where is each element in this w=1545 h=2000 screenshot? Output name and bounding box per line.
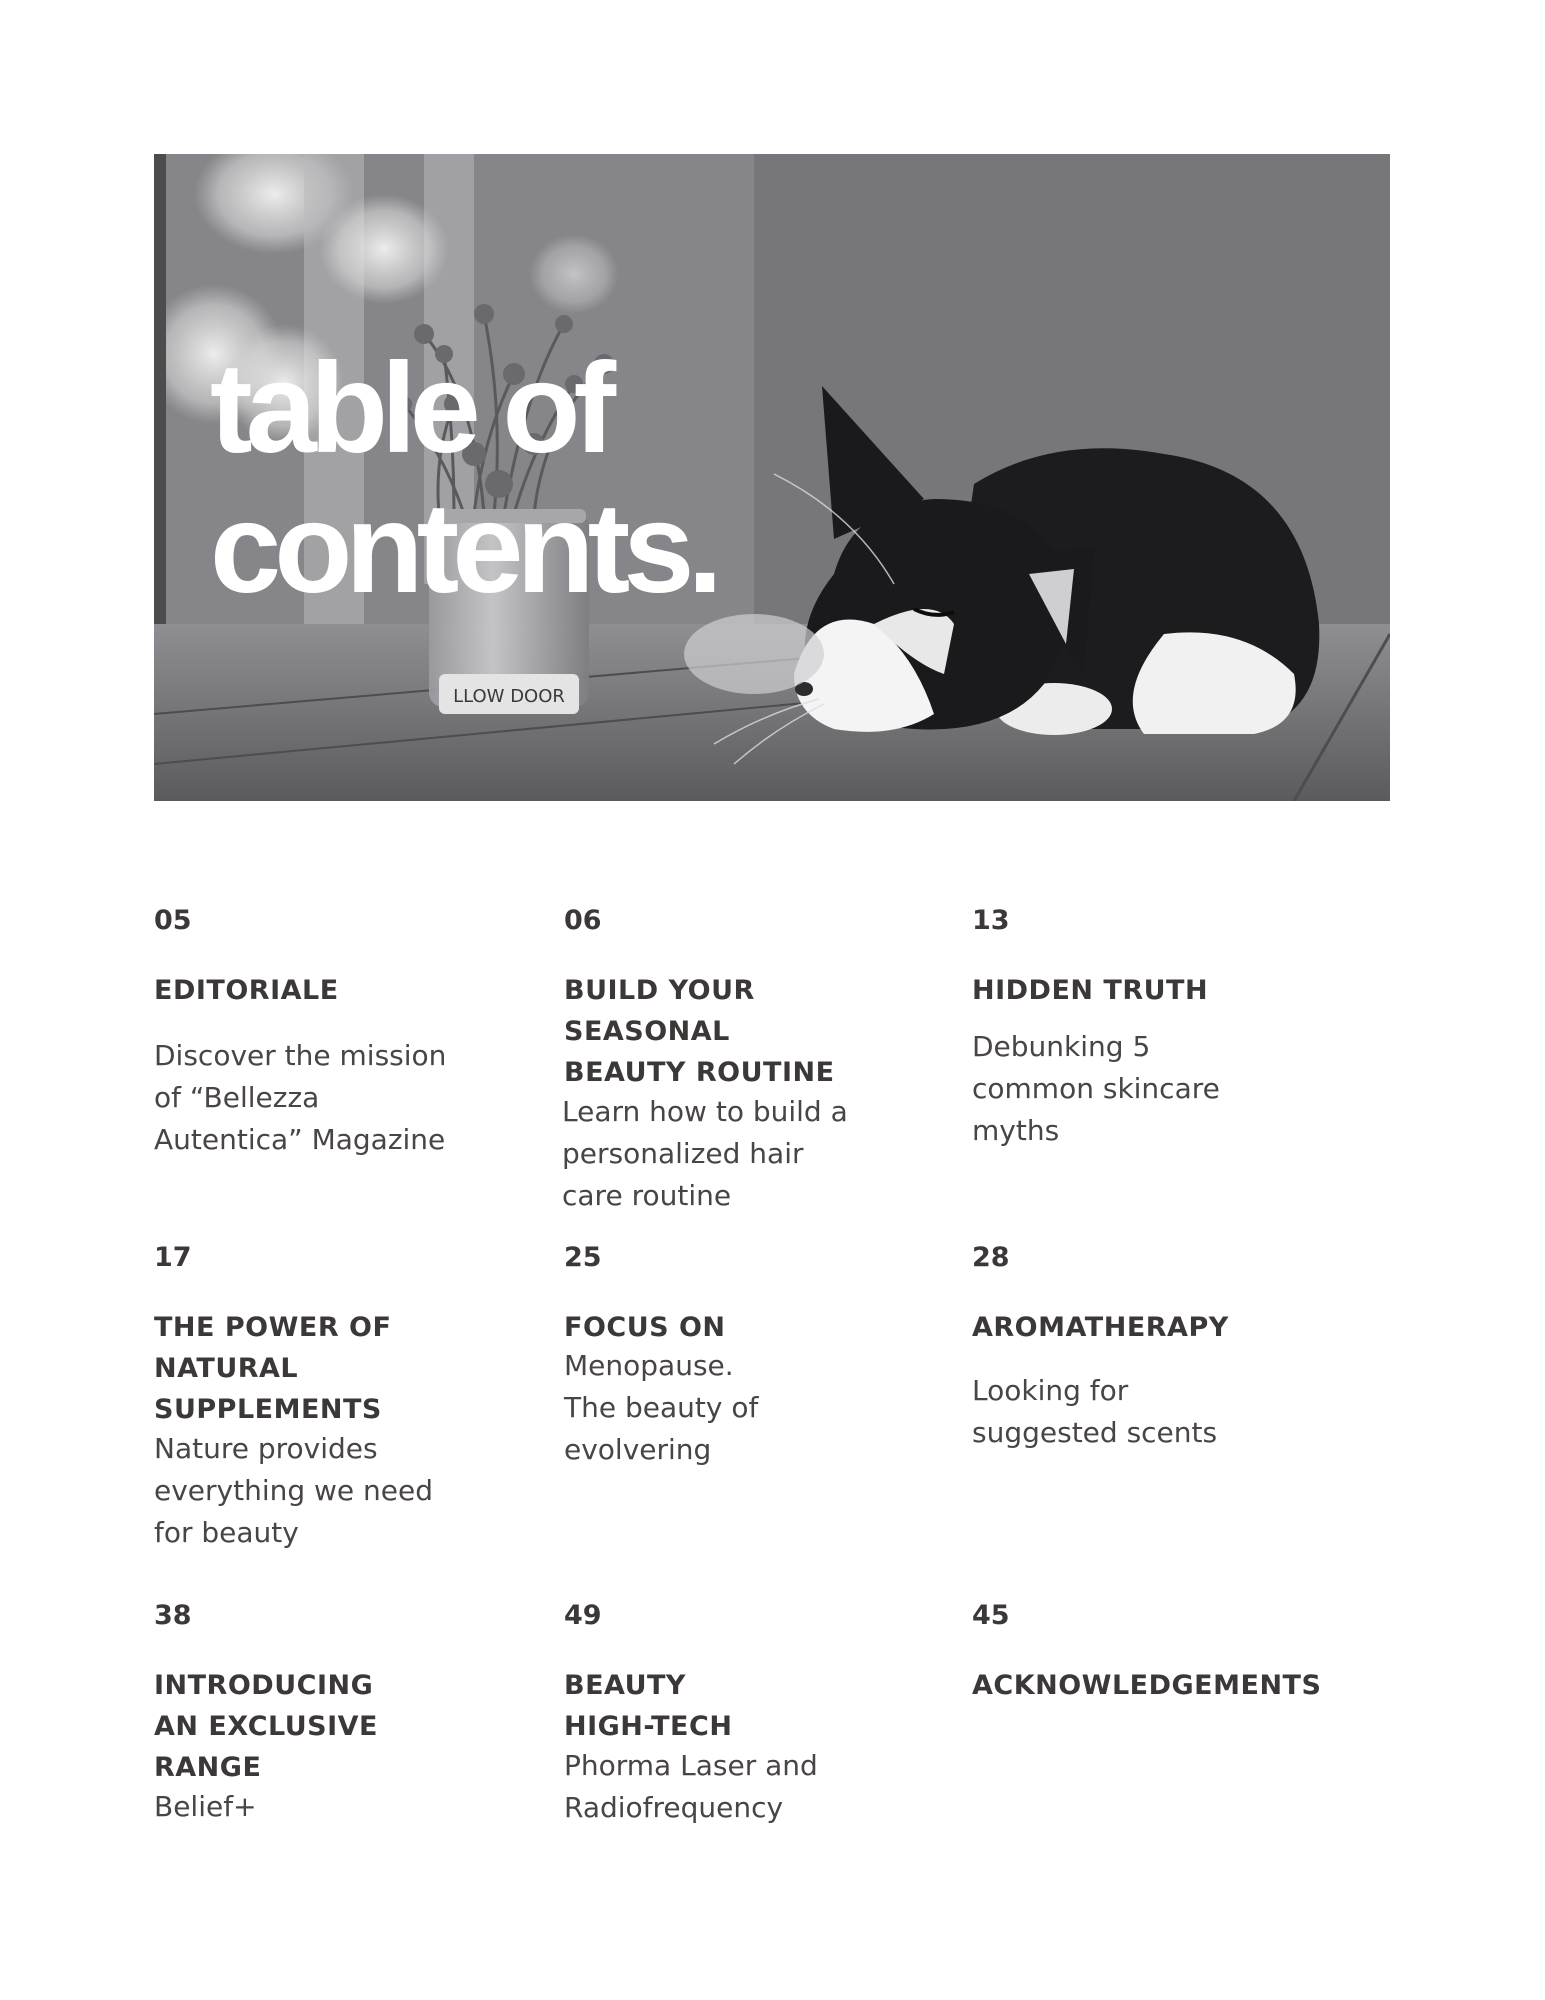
toc-item-exclusive-range[interactable] [154, 1600, 534, 1840]
section-description: Debunking 5 common skincare myths [972, 1030, 1220, 1147]
section-title: ACKNOWLEDGEMENTS [972, 1670, 1322, 1701]
page-number: 06 [564, 905, 602, 936]
page-number: 38 [154, 1600, 192, 1631]
page-number: 28 [972, 1242, 1010, 1273]
section-title: AROMATHERAPY [972, 1312, 1229, 1343]
section-title: FOCUS ON [564, 1312, 726, 1343]
page-number: 17 [154, 1242, 192, 1273]
page-title-line-1: table of [210, 337, 610, 480]
page-number: 05 [154, 905, 192, 936]
jar-label: LLOW DOOR [453, 686, 565, 707]
section-description: Menopause. The beauty of evolvering [564, 1349, 759, 1466]
toc-item-focus-on[interactable] [564, 1242, 944, 1542]
page-title-line-2: contents. [210, 477, 716, 620]
page-number: 45 [972, 1600, 1010, 1631]
section-title: HIDDEN TRUTH [972, 975, 1209, 1006]
section-description: Discover the mission of “Bellezza Autentica” Magazine [154, 1039, 447, 1156]
section-description: Phorma Laser and Radiofrequency [564, 1749, 818, 1824]
toc-item-beauty-high-tech[interactable] [564, 1600, 944, 1840]
page-number: 13 [972, 905, 1010, 936]
hero-image [154, 154, 1390, 801]
section-description: Belief+ [154, 1790, 257, 1823]
toc-item-natural-supplements[interactable] [154, 1242, 534, 1562]
toc-item-editoriale[interactable] [154, 905, 534, 1205]
section-title: INTRODUCING AN EXCLUSIVE RANGE [154, 1670, 379, 1783]
toc-item-acknowledgements[interactable] [972, 1600, 1352, 1720]
section-title: EDITORIALE [154, 975, 339, 1006]
section-description: Learn how to build a personalized hair care routine [562, 1095, 848, 1212]
section-title: BUILD YOUR SEASONAL BEAUTY ROUTINE [564, 975, 835, 1088]
section-description: Looking for suggested scents [972, 1374, 1218, 1449]
page-number: 49 [564, 1600, 602, 1631]
section-title: THE POWER OF NATURAL SUPPLEMENTS [154, 1312, 392, 1425]
page-title [210, 339, 716, 619]
page-number: 25 [564, 1242, 602, 1273]
toc-item-aromatherapy[interactable] [972, 1242, 1352, 1542]
toc-item-hidden-truth[interactable] [972, 905, 1352, 1205]
section-title: BEAUTY HIGH-TECH [564, 1670, 733, 1742]
section-description: Nature provides everything we need for beauty [154, 1432, 434, 1549]
toc-item-seasonal-routine[interactable] [564, 905, 944, 1215]
